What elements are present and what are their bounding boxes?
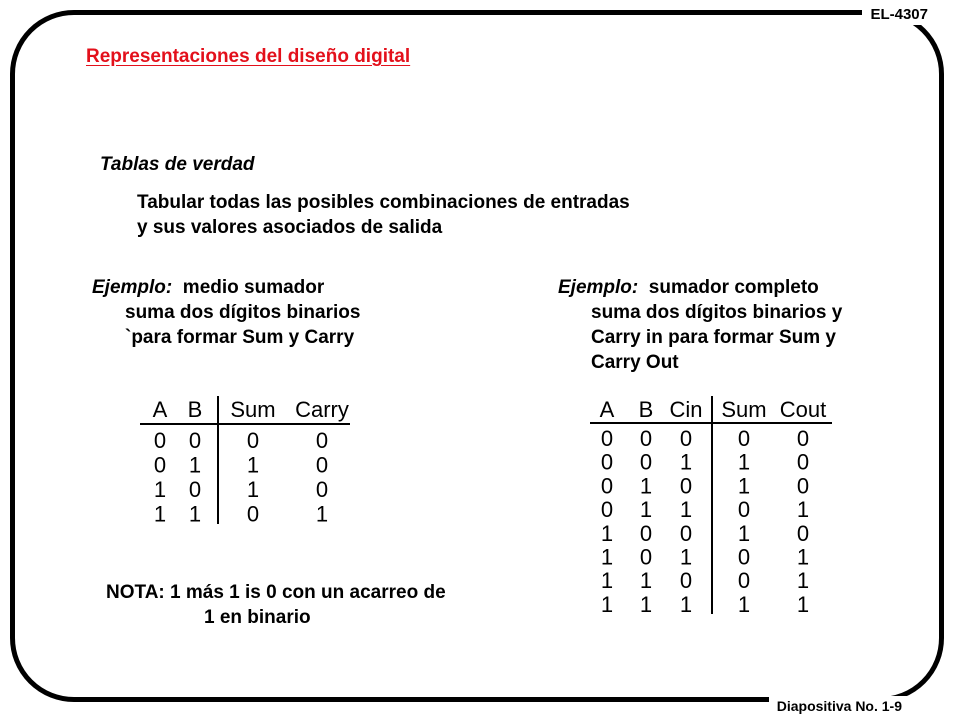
table-cell: 1: [639, 473, 653, 499]
table-cell: 1: [796, 544, 810, 570]
table-cell: 1: [639, 497, 653, 523]
table-cell: 1: [153, 501, 167, 527]
example-heading: medio sumador: [182, 277, 325, 298]
table-header: Sum: [721, 397, 767, 422]
table-cell: 0: [639, 520, 653, 546]
example-label: Ejemplo:: [558, 277, 639, 298]
table-cell: 1: [796, 568, 810, 594]
table-cell: 1: [737, 473, 751, 499]
course-code: EL-4307: [862, 5, 936, 25]
table-cell: 1: [679, 544, 693, 570]
table-header: A: [152, 397, 168, 422]
table-header: B: [638, 397, 654, 422]
table-cell: 0: [737, 426, 751, 451]
table-cell: 0: [796, 473, 810, 499]
half-adder-table: [140, 396, 350, 527]
table-header: A: [599, 397, 615, 422]
table-cell: 0: [679, 568, 693, 594]
table-cell: 1: [600, 568, 614, 594]
table-cell: 0: [246, 428, 260, 453]
table-cell: 1: [153, 477, 167, 502]
table-cell: 0: [153, 428, 167, 453]
example-label: Ejemplo:: [92, 277, 173, 298]
table-cell: 0: [796, 426, 810, 451]
table-cell: 0: [737, 568, 751, 594]
table-cell: 1: [796, 591, 810, 617]
table-cell: 0: [679, 473, 693, 499]
table-cell: 0: [679, 520, 693, 546]
section-subtitle: Tablas de verdad: [100, 154, 255, 175]
slide-title: Representaciones del diseño digital: [86, 46, 411, 67]
table-header: Sum: [230, 397, 276, 422]
table-cell: 0: [188, 428, 202, 453]
example-line: Carry in para formar Sum y: [591, 327, 836, 348]
table-cell: 1: [246, 452, 260, 478]
table-cell: 0: [600, 473, 614, 499]
table-cell: 0: [796, 520, 810, 546]
table-cell: 1: [188, 501, 202, 527]
table-cell: 0: [639, 544, 653, 570]
table-header: Carry: [295, 397, 349, 422]
table-cell: 0: [600, 497, 614, 523]
table-cell: 1: [737, 449, 751, 475]
table-cell: 0: [600, 449, 614, 475]
table-cell: 1: [600, 591, 614, 617]
table-cell: 1: [600, 520, 614, 546]
table-cell: 0: [679, 426, 693, 451]
table-cell: 1: [188, 452, 202, 478]
example-heading: sumador completo: [648, 277, 819, 298]
slide-number: Diapositiva No. 1-9: [769, 696, 910, 716]
table-cell: 1: [246, 477, 260, 502]
description-line: Tabular todas las posibles combinaciones de entradas: [137, 192, 630, 213]
table-cell: 0: [153, 452, 167, 478]
table-header: Cout: [779, 397, 827, 422]
table-rows: [601, 426, 809, 617]
example-line: suma dos dígitos binarios: [125, 302, 361, 323]
table-cell: 1: [796, 497, 810, 523]
table-cell: 0: [246, 501, 260, 527]
table-cell: 0: [737, 544, 751, 570]
example-line: Carry Out: [591, 352, 679, 373]
table-cell: 0: [737, 497, 751, 523]
table-header: Cin: [669, 397, 703, 422]
table-cell: 1: [639, 591, 653, 617]
table-cell: 0: [639, 426, 653, 451]
table-cell: 1: [679, 497, 693, 523]
table-cell: 0: [315, 428, 329, 453]
note-line: 1 en binario: [204, 607, 311, 628]
example-line: `para formar Sum y Carry: [125, 327, 355, 348]
table-cell: 0: [315, 452, 329, 478]
table-cell: 0: [315, 477, 329, 502]
table-cell: 0: [188, 477, 202, 502]
table-cell: 1: [600, 544, 614, 570]
table-cell: 0: [639, 449, 653, 475]
table-cell: 1: [315, 501, 329, 527]
table-cell: 0: [600, 426, 614, 451]
table-cell: 1: [679, 591, 693, 617]
table-cell: 1: [679, 449, 693, 475]
table-cell: 0: [796, 449, 810, 475]
example-line: suma dos dígitos binarios y: [591, 302, 843, 323]
table-rows: [154, 428, 328, 527]
table-header: B: [187, 397, 203, 422]
table-cell: 1: [737, 591, 751, 617]
description-line: y sus valores asociados de salida: [137, 217, 443, 238]
full-adder-table: [590, 396, 832, 617]
table-cell: 1: [737, 520, 751, 546]
table-cell: 1: [639, 568, 653, 594]
note-line: NOTA: 1 más 1 is 0 con un acarreo de: [106, 582, 446, 603]
